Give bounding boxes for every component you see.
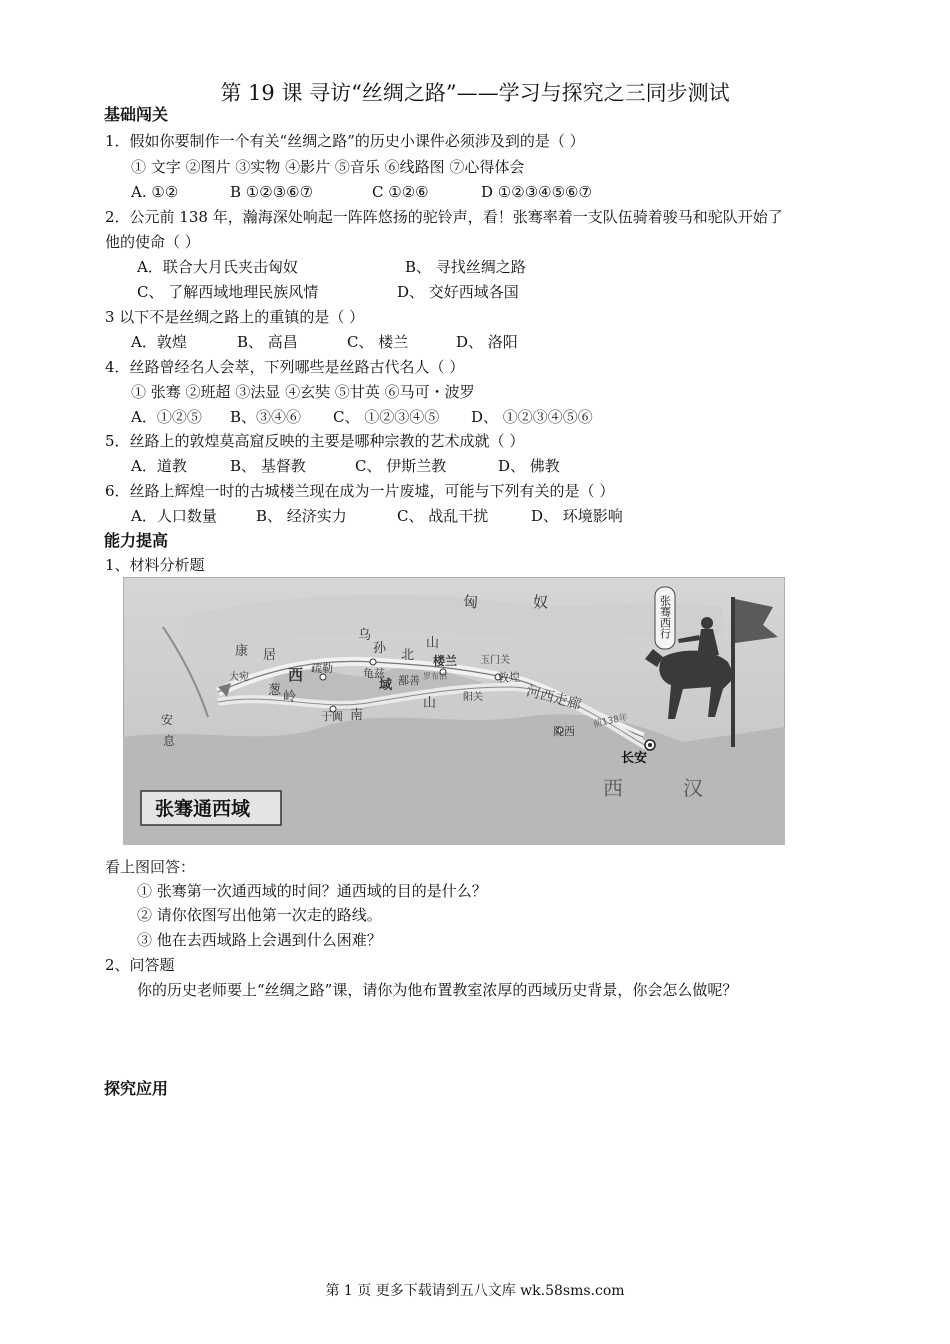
q5-stem: 5．丝路上的敦煌莫高窟反映的主要是哪种宗教的艺术成就（ ）: [105, 432, 525, 450]
label-anxi-1: 安: [161, 713, 174, 727]
label-dunhuang: 敦煌: [498, 671, 520, 684]
label-longxi: 陇西: [553, 725, 575, 738]
q5-option-d: D、 佛教: [498, 457, 560, 475]
page-footer: 第 1 页 更多下载请到五八文库 wk.58sms.com: [325, 1283, 625, 1299]
material-prompt: 看上图回答：: [105, 858, 196, 876]
label-changan: 长安: [621, 751, 648, 766]
label-wusun-2: 孙: [373, 641, 387, 656]
dot-qiuci: [370, 659, 376, 665]
qa-label: 2、问答题: [105, 956, 175, 974]
q2-option-a: A．联合大月氏夹击匈奴: [137, 258, 298, 276]
q2-option-d: D、 交好西域各国: [397, 283, 519, 301]
qa-text: 你的历史老师要上“丝绸之路”课，请你为他布置教室浓厚的西域历史背景，你会怎么做呢？: [137, 981, 738, 999]
q5-option-a: A．道教: [131, 457, 187, 475]
label-shan-north: 山: [426, 636, 440, 651]
label-zhangqian-xixing: 张骞西行: [658, 595, 672, 639]
q2-option-b: B、 寻找丝绸之路: [405, 258, 526, 276]
q5-option-c: C、 伊斯兰教: [355, 457, 447, 475]
q1-option-a: A. ①②: [131, 183, 179, 201]
q2-stem-line1: 2．公元前 138 年，瀚海深处响起一阵阵悠扬的驼铃声，看！张骞率着一支队伍骑着骏马和驼队开始了: [105, 208, 783, 226]
dot-changan-center: [648, 743, 652, 747]
q6-option-a: A．人口数量: [131, 507, 217, 525]
q6-option-c: C、 战乱干扰: [397, 507, 489, 525]
label-hexi-corridor: 河西走廊: [524, 683, 583, 714]
q6-stem: 6．丝路上辉煌一时的古城楼兰现在成为一片废墟，可能与下列有关的是（ ）: [105, 482, 615, 500]
label-shanshan: 鄯善: [398, 674, 420, 687]
q2-option-c: C、 了解西域地理民族风情: [137, 283, 319, 301]
q1-option-d: D ①②③④⑤⑥⑦: [481, 183, 592, 201]
label-anxi-2: 息: [163, 734, 176, 748]
material-label: 1、材料分析题: [105, 556, 205, 574]
q5-option-b: B、 基督教: [230, 457, 306, 475]
q4-items: ① 张骞 ②班超 ③法显 ④玄奘 ⑤甘英 ⑥马可・波罗: [131, 383, 475, 401]
label-qiuci: 龟兹: [363, 667, 385, 680]
zhangqian-route-map: [123, 577, 785, 845]
label-xi: 西: [288, 666, 304, 684]
q6-option-d: D、 环境影响: [531, 507, 623, 525]
q3-option-c: C、 楼兰: [347, 333, 409, 351]
label-kangju-1: 康: [235, 644, 249, 659]
label-luobu: 罗布泊: [423, 672, 447, 681]
label-yangguan: 阳关: [463, 692, 483, 703]
label-year-138: 前138年: [592, 712, 629, 730]
label-xiongnu-1: 匈: [463, 593, 479, 611]
section-explore-heading: 探究应用: [104, 1079, 169, 1098]
q1-option-b: B ①②③⑥⑦: [230, 183, 314, 201]
q3-option-a: A．敦煌: [131, 333, 187, 351]
label-bei: 北: [401, 648, 415, 663]
q1-stem: 1．假如你要制作一个有关“丝绸之路”的历史小课件必须涉及到的是（ ）: [105, 132, 585, 150]
material-sub-2: ② 请你依图写出他第一次走的路线。: [137, 906, 382, 924]
q4-option-c: C、 ①②③④⑤: [333, 408, 440, 426]
q3-option-d: D、 洛阳: [456, 333, 518, 351]
q6-option-b: B、 经济实力: [256, 507, 347, 525]
q1-option-c: C ①②⑥: [372, 183, 429, 201]
q4-option-d: D、 ①②③④⑤⑥: [471, 408, 593, 426]
label-shule: 疏勒: [311, 662, 333, 675]
label-xiongnu-2: 奴: [533, 593, 549, 611]
section-ability-heading: 能力提高: [104, 531, 169, 550]
label-kangju-2: 居: [263, 648, 277, 663]
label-congling-2: 岭: [283, 690, 297, 705]
q1-items: ① 文字 ②图片 ③实物 ④影片 ⑤音乐 ⑥线路图 ⑦心得体会: [131, 158, 525, 176]
label-yutian: 于阗: [321, 710, 343, 723]
label-xi-han-1: 西: [603, 776, 623, 800]
label-wusun-1: 乌: [358, 628, 372, 643]
label-xi-han-2: 汉: [683, 776, 703, 800]
q3-option-b: B、 高昌: [237, 333, 298, 351]
map-caption: 张骞通西域: [155, 798, 251, 820]
material-sub-1: ① 张骞第一次通西域的时间？通西域的目的是什么？: [137, 882, 487, 900]
material-sub-3: ③ 他在去西域路上会遇到什么困难？: [137, 931, 382, 949]
label-dayuan: 大宛: [229, 672, 249, 683]
q4-option-b: B、③④⑥: [230, 408, 302, 426]
q2-stem-line2: 他的使命（ ）: [105, 233, 200, 251]
q3-stem: 3 以下不是丝绸之路上的重镇的是（ ）: [105, 308, 365, 326]
label-yu: 域: [379, 678, 393, 693]
label-shan-south: 山: [423, 696, 437, 711]
section-basic-heading: 基础闯关: [104, 105, 169, 124]
q4-stem: 4．丝路曾经名人会萃，下列哪些是丝路古代名人（ ）: [105, 358, 465, 376]
page-title: 第 19 课 寻访“丝绸之路”——学习与探究之三同步测试: [220, 81, 730, 105]
q4-option-a: A．①②⑤: [131, 408, 202, 426]
label-congling-1: 葱: [268, 683, 282, 698]
label-loulan: 楼兰: [433, 654, 458, 668]
label-nan: 南: [350, 708, 364, 723]
label-yumenguan: 玉门关: [480, 655, 510, 666]
